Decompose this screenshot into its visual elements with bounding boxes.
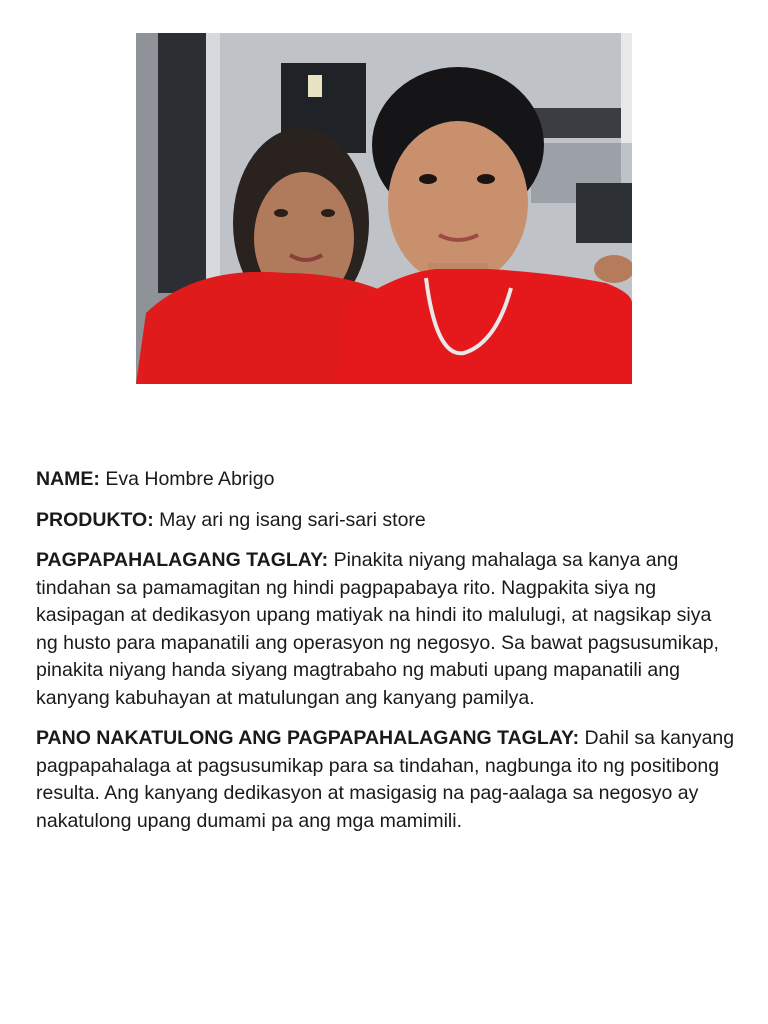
pagpapahalagang-taglay-value: Pinakita niyang mahalaga sa kanya ang tindahan sa pamamagitan ng hindi pagpapabaya rito. Nagpakita siya ng kasipagan at dedikasyon upang matiyak na hindi ito malulugi, at nagsikap siya ng husto para mapanatili ang operasyon ng negosyo. Sa bawat pagsusumikap, pinakita niyang handa siyang magtrabaho ng mabuti upang mapanatili ang kanyang kabuhayan at matulungan ang kanyang pamilya. bbox=[36, 549, 719, 709]
name-field bbox=[36, 466, 736, 494]
pano-nakatulong-field bbox=[36, 725, 736, 835]
produkto-value: May ari ng isang sari-sari store bbox=[159, 508, 426, 531]
profile-text bbox=[36, 466, 736, 848]
portrait-photo bbox=[136, 33, 632, 384]
pagpapahalagang-taglay-field bbox=[36, 547, 736, 712]
produkto-label: PRODUKTO: bbox=[36, 508, 154, 531]
pano-nakatulong-label: PANO NAKATULONG ANG PAGPAPAHALAGANG TAGLAY: bbox=[36, 727, 580, 749]
photo-illustration bbox=[136, 33, 632, 384]
name-value: Eva Hombre Abrigo bbox=[105, 468, 275, 490]
name-label: NAME: bbox=[36, 468, 100, 490]
pano-nakatulong-value: Dahil sa kanyang pagpapahalaga at pagsusumikap para sa tindahan, nagbunga ito ng positibong resulta. Ang kanyang dedikasyon at masigasig na pag-aalaga sa negosyo ay nakatulong upang dumami pa ang mga mamimili. bbox=[36, 727, 735, 832]
produkto-field bbox=[36, 507, 736, 535]
pagpapahalagang-taglay-label: PAGPAPAHALAGANG TAGLAY: bbox=[36, 549, 329, 571]
